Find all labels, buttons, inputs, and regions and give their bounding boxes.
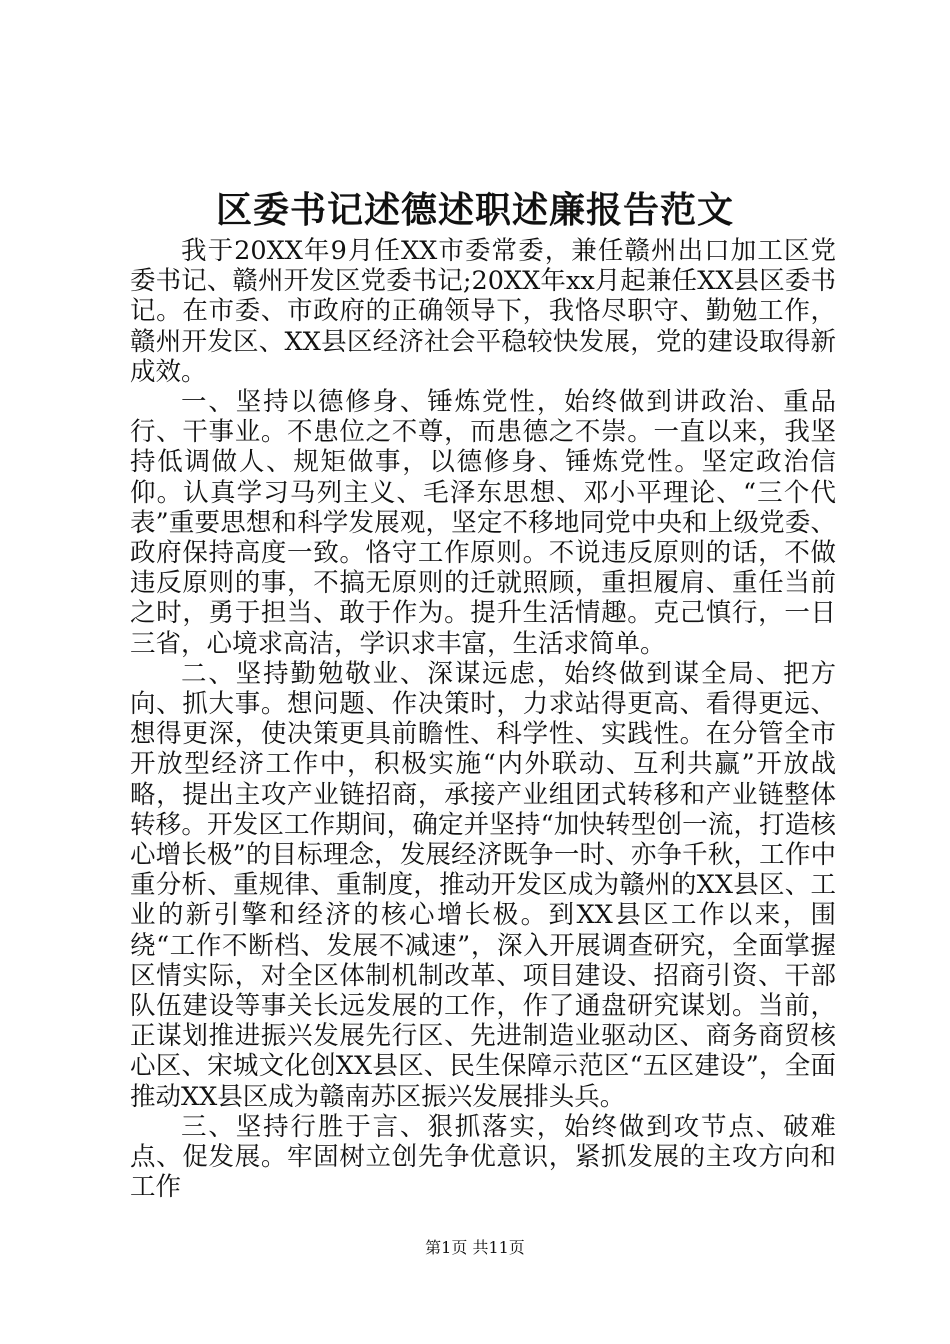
paragraph-section-2: 二、坚持勤勉敬业、深谋远虑，始终做到谋全局、把方向、抓大事。想问题、作决策时，力求站得更高、看得更远、想得更深，使决策更具前瞻性、科学性、实践性。在分管全市开放型经济工作中，积极实施“内外联动、互利共赢”开放战略，提出主攻产业链招商，承接产业组团式转移和产业链整体转移。开发区工作期间，确定并坚持“加快转型创一流，打造核心增长极”的目标理念，发展经济既争一时、亦争千秋，工作中重分析、重规律、重制度，推动开发区成为赣州的XX县区、工业的新引擎和经济的核心增长极。到XX县区工作以来，围绕“工作不断档、发展不减速”，深入开展调查研究，全面掌握区情实际，对全区体制机制改革、项目建设、招商引资、干部队伍建设等事关长远发展的工作，作了通盘研究谋划。当前，正谋划推进振兴发展先行区、先进制造业驱动区、商务商贸核心区、宋城文化创XX县区、民生保障示范区“五区建设”，全面推动XX县区成为赣南苏区振兴发展排头兵。 bbox=[130, 658, 836, 1112]
page-footer: 第1页 共11页 bbox=[425, 1238, 525, 1257]
paragraph-intro: 我于20XX年9月任XX市委常委，兼任赣州出口加工区党委书记、赣州开发区党委书记;20XX年xx月起兼任XX县区委书记。在市委、市政府的正确领导下，我恪尽职守、勤勉工作，赣州开发区、XX县区经济社会平稳较快发展，党的建设取得新成效。 bbox=[130, 236, 836, 387]
document-body bbox=[130, 236, 836, 1203]
document-title: 区委书记述德述职述廉报告范文 bbox=[215, 189, 734, 231]
paragraph-section-1: 一、坚持以德修身、锤炼党性，始终做到讲政治、重品行、干事业。不患位之不尊，而患德之不崇。一直以来，我坚持低调做人、规矩做事，以德修身、锤炼党性。坚定政治信仰。认真学习马列主义、毛泽东思想、邓小平理论、“三个代表”重要思想和科学发展观，坚定不移地同党中央和上级党委、政府保持高度一致。恪守工作原则。不说违反原则的话，不做违反原则的事，不搞无原则的迁就照顾，重担履肩、重任当前之时，勇于担当、敢于作为。提升生活情趣。克己慎行，一日三省，心境求高洁，学识求丰富，生活求简单。 bbox=[130, 387, 836, 659]
paragraph-section-3: 三、坚持行胜于言、狠抓落实，始终做到攻节点、破难点、促发展。牢固树立创先争优意识，紧抓发展的主攻方向和工作 bbox=[130, 1111, 836, 1203]
